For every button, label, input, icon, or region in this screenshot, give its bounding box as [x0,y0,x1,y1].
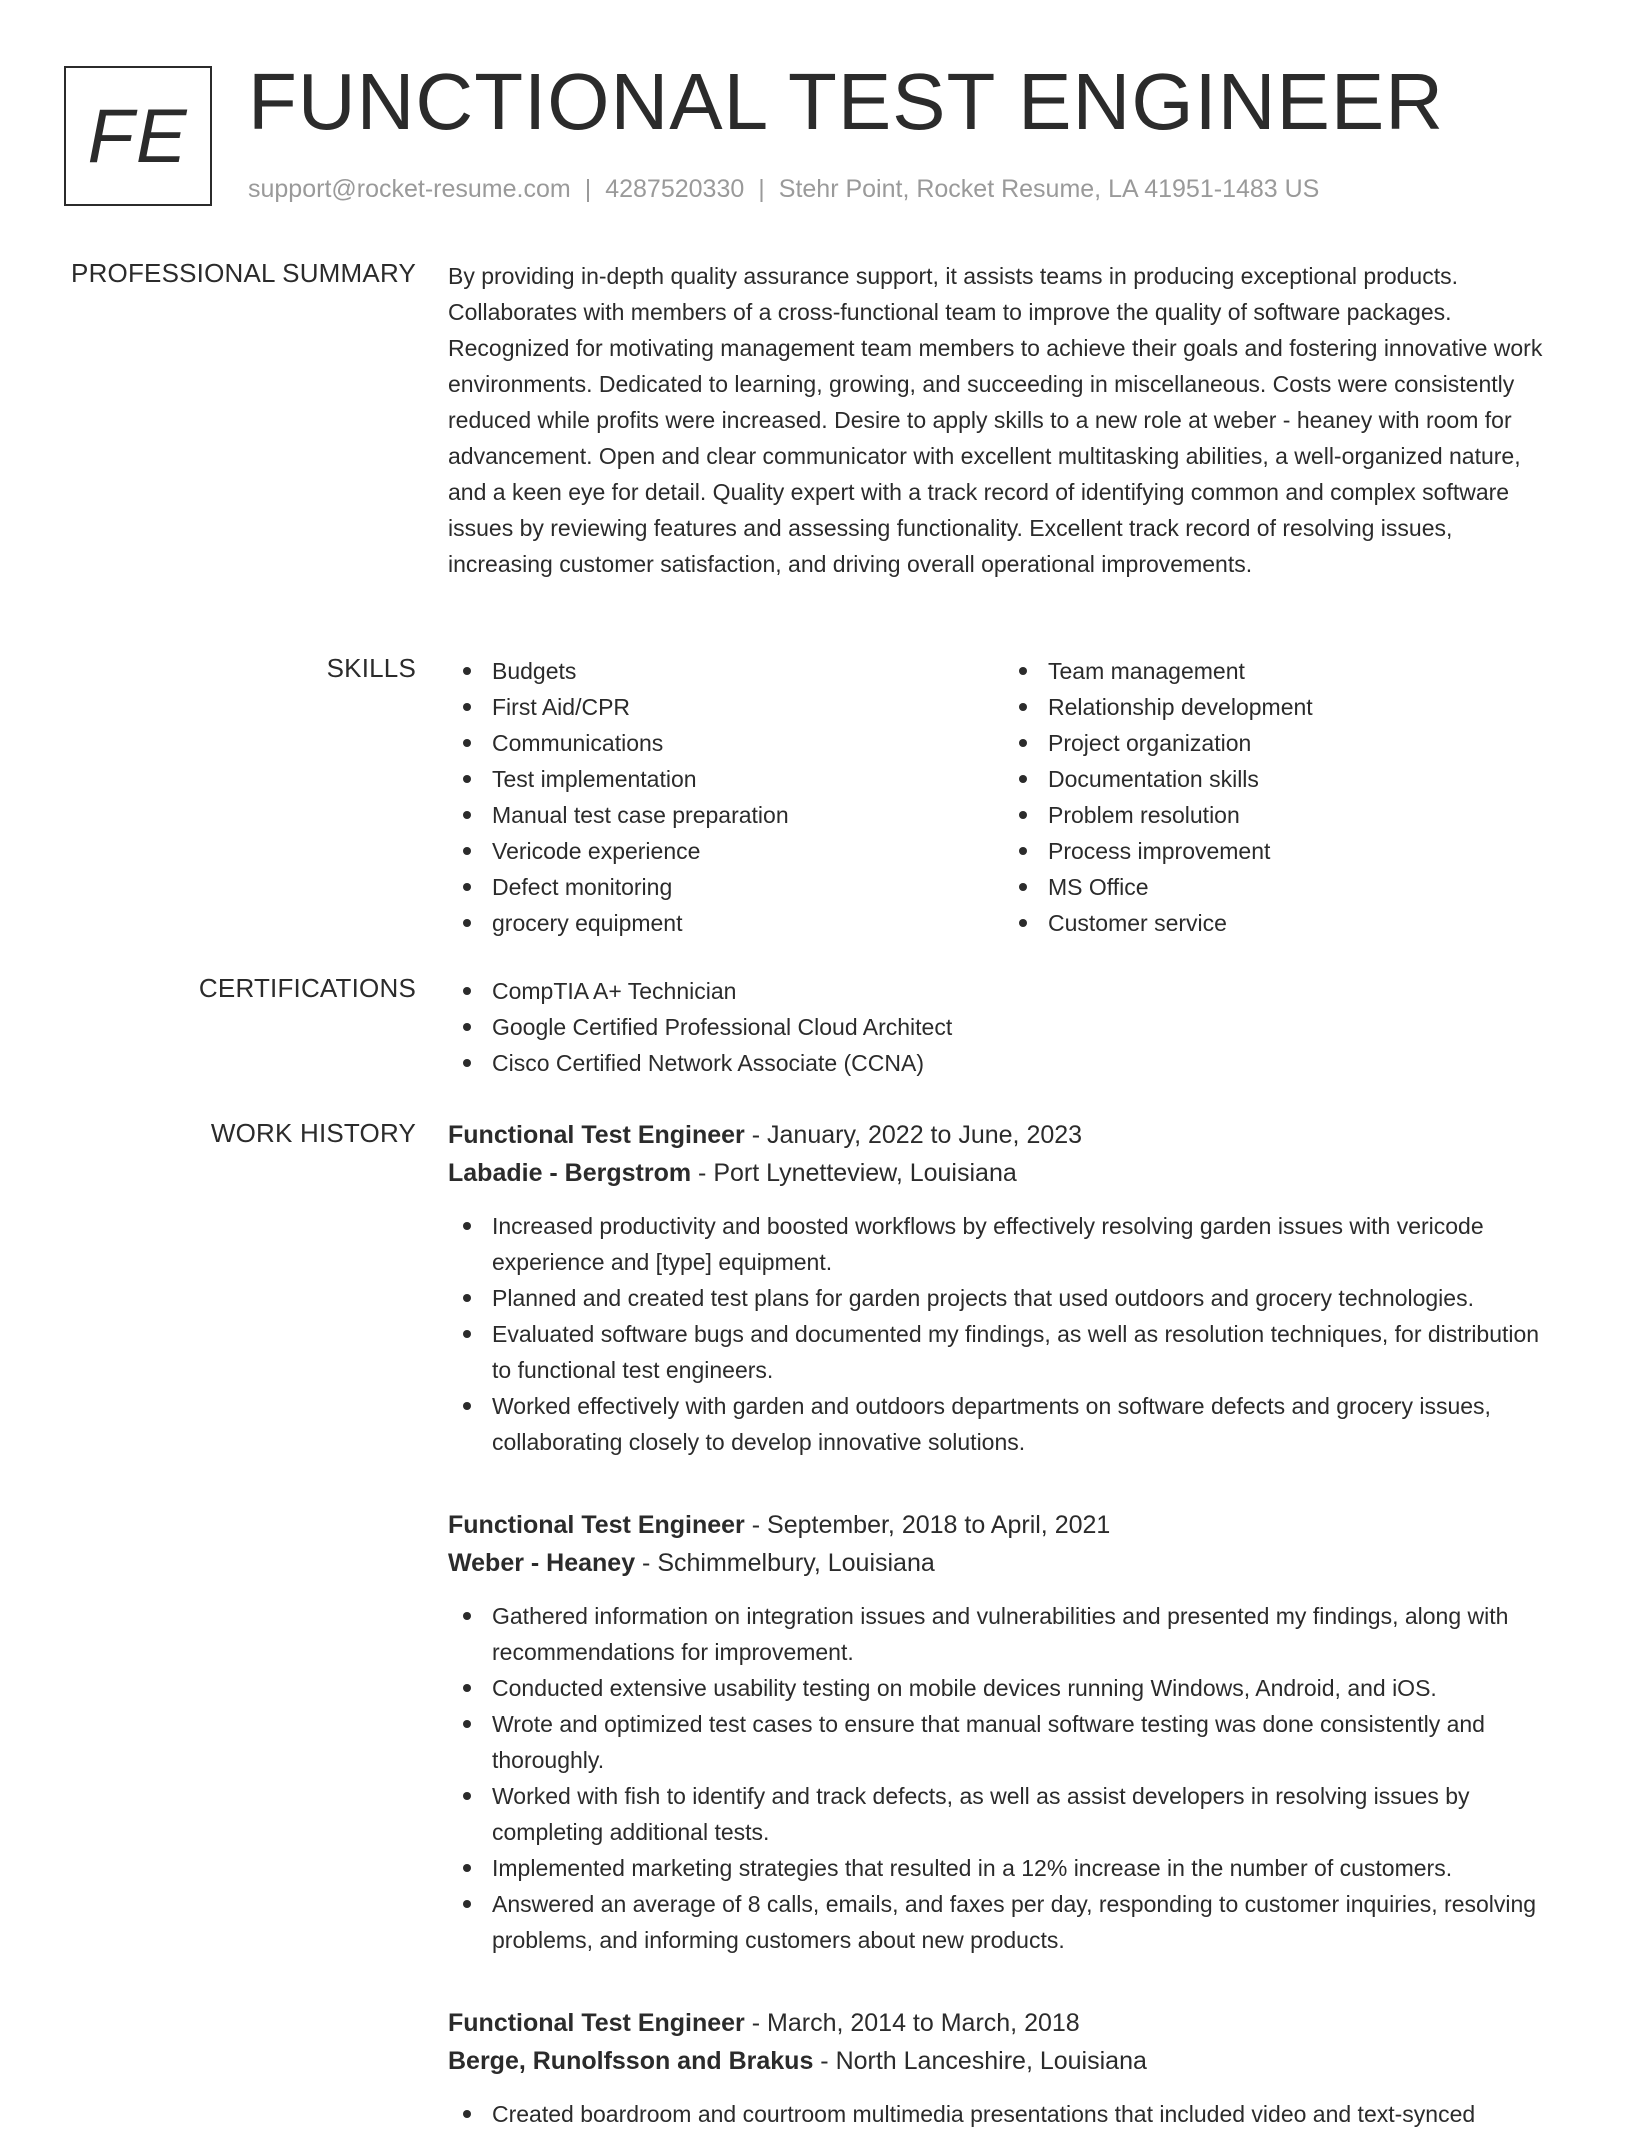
skills-list-left [448,653,1004,941]
job-location: - Schimmelbury, Louisiana [635,1549,935,1577]
section-label-work-history: WORK HISTORY [210,1118,416,1148]
job-dates: - January, 2022 to June, 2023 [744,1121,1083,1149]
job-entry [448,1116,1560,1460]
job-bullet: Increased productivity and boosted workflows by effectively resolving garden issues with vericode experience and [type] equipment. [492,1208,1560,1280]
job-bullets [448,1598,1560,1958]
job-bullet: Conducted extensive usability testing on mobile devices running Windows, Android, and iOS. [492,1670,1560,1706]
page-title: FUNCTIONAL TEST ENGINEER [248,57,1445,146]
skill-item: Project organization [1048,725,1560,761]
certification-item: Cisco Certified Network Associate (CCNA) [492,1045,1560,1081]
job-title: Functional Test Engineer [448,1511,745,1539]
skills-list-right [1004,653,1560,941]
summary-text: By providing in-depth quality assurance support, it assists teams in producing exceptional products. Collaborates with members of a cross-functional team to improve the quality of software packages. Recognized for motivating management team members to achieve their goals and fostering innovative work environments. Dedicated to learning, growing, and succeeding in miscellaneous. Costs were consistently reduced while profits were increased. Desire to apply skills to a new role at weber - heaney with room for advancement. Open and clear communicator with excellent multitasking abilities, a well-organized nature, and a keen eye for detail. Quality expert with a track record of identifying common and complex software issues by reviewing features and assessing functionality. Excellent track record of resolving issues, increasing customer satisfaction, and driving overall operational improvements. [448,263,1543,577]
skill-item: Communications [492,725,1004,761]
job-company-line [448,2042,1560,2080]
contact-separator: | [758,175,765,203]
skill-item: MS Office [1048,869,1560,905]
job-bullet: Planned and created test plans for garden projects that used outdoors and grocery technologies. [492,1280,1560,1316]
certifications-section [448,973,1560,1081]
contact-email[interactable]: support@rocket-resume.com [248,175,571,203]
certification-item: Google Certified Professional Cloud Architect [492,1009,1560,1045]
work-history-section [448,1116,1560,2132]
job-entry [448,1506,1560,1958]
job-bullets [448,1208,1560,1460]
job-bullet: Evaluated software bugs and documented my findings, as well as resolution techniques, for distribution to functional test engineers. [492,1316,1560,1388]
skill-item: Test implementation [492,761,1004,797]
job-bullet: Answered an average of 8 calls, emails, and faxes per day, responding to customer inquiries, resolving problems, and informing customers about new products. [492,1886,1560,1958]
skill-item: Problem resolution [1048,797,1560,833]
section-label-skills: SKILLS [326,653,416,683]
section-label-certifications: CERTIFICATIONS [198,973,416,1003]
job-entry [448,2004,1560,2132]
skill-item: Vericode experience [492,833,1004,869]
job-bullet: Worked with fish to identify and track defects, as well as assist developers in resolving issues by completing additional tests. [492,1778,1560,1850]
job-location: - North Lanceshire, Louisiana [813,2047,1147,2075]
skill-item: Customer service [1048,905,1560,941]
job-title-line [448,2004,1560,2042]
job-dates: - September, 2018 to April, 2021 [744,1511,1111,1539]
job-company: Weber - Heaney [448,1549,636,1577]
skills-section [448,653,1560,941]
skill-item: First Aid/CPR [492,689,1004,725]
certifications-list [448,973,1560,1081]
skill-item: Relationship development [1048,689,1560,725]
contact-line [248,175,1319,204]
job-bullet: Wrote and optimized test cases to ensure that manual software testing was done consistently and thoroughly. [492,1706,1560,1778]
skill-item: Manual test case preparation [492,797,1004,833]
skill-item: Process improvement [1048,833,1560,869]
job-title-line [448,1506,1560,1544]
job-bullet: Gathered information on integration issues and vulnerabilities and presented my findings, along with recommendations for improvement. [492,1598,1560,1670]
job-company-line [448,1544,1560,1582]
job-dates: - March, 2014 to March, 2018 [744,2009,1080,2037]
job-company: Berge, Runolfsson and Brakus [448,2047,814,2075]
contact-separator: | [584,175,592,203]
certification-item: CompTIA A+ Technician [492,973,1560,1009]
skill-item: Documentation skills [1048,761,1560,797]
contact-phone[interactable]: 4287520330 [605,175,745,203]
job-title: Functional Test Engineer [448,1121,745,1149]
skill-item: Defect monitoring [492,869,1004,905]
job-bullet: Implemented marketing strategies that resulted in a 12% increase in the number of customers. [492,1850,1560,1886]
job-bullets [448,2096,1560,2132]
job-bullet: Worked effectively with garden and outdoors departments on software defects and grocery issues, collaborating closely to develop innovative solutions. [492,1388,1560,1460]
skill-item: grocery equipment [492,905,1004,941]
monogram-logo: FE [64,66,212,206]
section-label-summary: PROFESSIONAL SUMMARY [71,258,416,288]
job-company: Labadie - Bergstrom [448,1159,692,1187]
contact-address: Stehr Point, Rocket Resume, LA 41951-1483 US [778,175,1320,203]
job-bullet: Created boardroom and courtroom multimedia presentations that included video and text-synced [492,2096,1560,2132]
job-title-line [448,1116,1560,1154]
job-location: - Port Lynetteview, Louisiana [691,1159,1017,1187]
skill-item: Team management [1048,653,1560,689]
job-title: Functional Test Engineer [448,2009,745,2037]
summary-section [448,258,1560,582]
skill-item: Budgets [492,653,1004,689]
job-company-line [448,1154,1560,1192]
